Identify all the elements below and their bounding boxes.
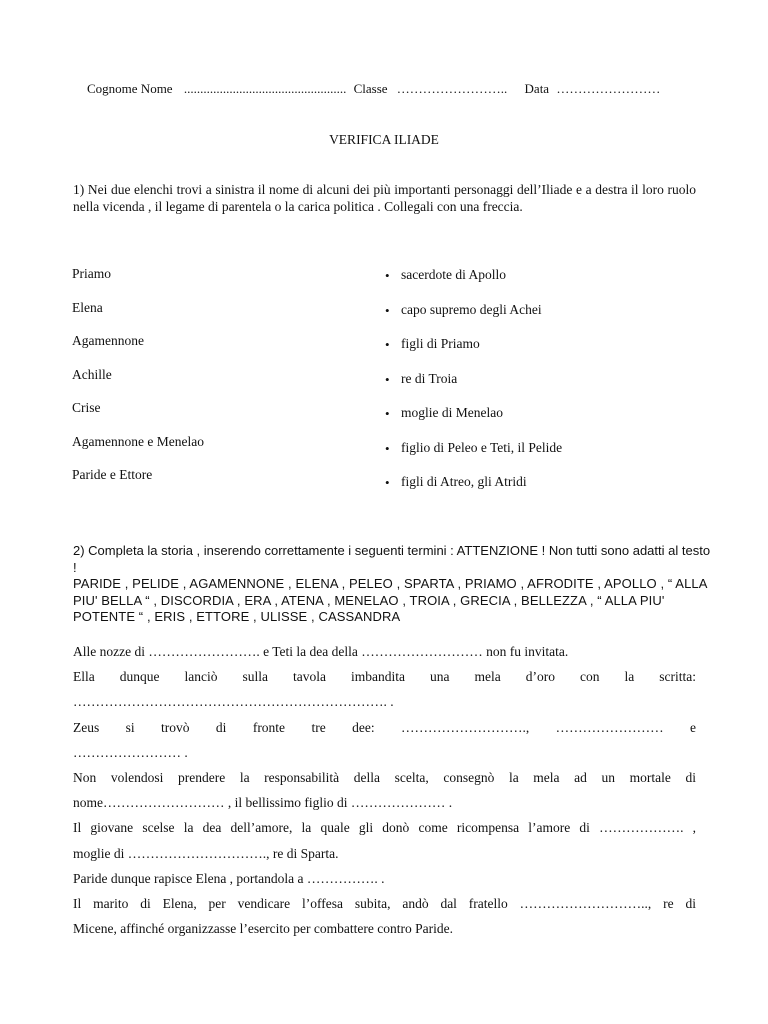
story-line: …………………… . [73, 744, 188, 760]
character-item: Paride e Ettore [72, 467, 153, 482]
story-line: nome……………………… , il bellissimo figlio di ………………… . [73, 795, 453, 811]
roles-list [385, 267, 562, 509]
character-item: Priamo [72, 266, 111, 281]
name-blank: .................................................. [183, 81, 347, 96]
character-item: Agamennone e Menelao [72, 433, 204, 449]
story-line: Ella dunque lanciò sulla tavola imbandita una mela d’oro con la scritta: [73, 669, 696, 685]
story-line: moglie di …………………………., re di Sparta. [73, 845, 339, 861]
class-blank: …………………….. [396, 81, 508, 96]
role-item [385, 267, 562, 302]
role-item [385, 474, 562, 509]
character-item: Crise [72, 400, 101, 415]
bullet-icon: • [385, 440, 390, 456]
story-line: Micene, affinché organizzasse l’esercito per combattere contro Paride. [73, 921, 453, 937]
bullet-icon: • [385, 406, 390, 421]
date-blank: …………………… [556, 81, 661, 96]
role-item [385, 336, 562, 371]
page-title: VERIFICA ILIADE [329, 132, 439, 147]
student-header [87, 81, 727, 97]
story-line: Il giovane scelse la dea dell’amore, la quale gli donò come ricompensa l’amore di ………………. , [73, 820, 696, 836]
character-item: Elena [72, 299, 103, 315]
role-text: figli di Atreo, gli Atridi [401, 474, 527, 489]
role-text: sacerdote di Apollo [401, 267, 506, 282]
story-line: ……………………………………………………………. . [73, 694, 394, 710]
character-item: Agamennone [72, 333, 144, 348]
class-label: Classe [353, 81, 388, 96]
role-item [385, 371, 562, 406]
bullet-icon: • [385, 371, 390, 387]
role-item [385, 440, 562, 475]
question-2-intro: 2) Completa la storia , inserendo correttamente i seguenti termini : ATTENZIONE ! Non tutti sono adatti al testo ! [73, 543, 711, 575]
story-line: Il marito di Elena, per vendicare l’offesa subita, andò dal fratello ……………………….., re di [73, 895, 696, 911]
story-line: Non volendosi prendere la responsabilità della scelta, consegnò la mela ad un mortale di [73, 769, 696, 785]
role-text: re di Troia [401, 370, 458, 386]
story-line: Alle nozze di ……………………. e Teti la dea della ……………………… non fu invitata. [73, 644, 569, 659]
story-line: Zeus si trovò di fronte tre dee: ………………………., …………………… e [73, 719, 696, 735]
date-label: Data [524, 81, 550, 96]
bullet-icon: • [385, 475, 390, 490]
bullet-icon: • [385, 337, 390, 352]
story-line: Paride dunque rapisce Elena , portandola a ……………. . [73, 870, 385, 886]
character-item: Achille [72, 366, 112, 382]
bullet-icon: • [385, 268, 390, 283]
role-text: figli di Priamo [401, 336, 480, 351]
question-1-text: 1) Nei due elenchi trovi a sinistra il nome di alcuni dei più importanti personaggi dell’Iliade e a destra il loro ruolo nella vicenda , il legame di parentela o la carica politica . Collegali con una freccia. [73, 182, 696, 214]
question-2 [73, 543, 713, 626]
role-item [385, 405, 562, 440]
question-2-terms: PARIDE , PELIDE , AGAMENNONE , ELENA , PELEO , SPARTA , PRIAMO , AFRODITE , APOLLO , “ ALLA PIU' BELLA “ , DISCORDIA , ERA , ATENA , MENELAO , TROIA , GRECIA , BELLEZZA , “ ALLA PIU' POTENTE “ , ERIS , ETTORE , ULISSE , CASSANDRA [73, 576, 707, 624]
name-label: Cognome Nome [87, 81, 173, 96]
role-text: figlio di Peleo e Teti, il Pelide [401, 439, 563, 455]
role-item [385, 302, 562, 337]
role-text: capo supremo degli Achei [401, 301, 542, 317]
bullet-icon: • [385, 302, 390, 318]
characters-list [72, 266, 204, 501]
story-text [73, 643, 696, 945]
role-text: moglie di Menelao [401, 405, 503, 420]
